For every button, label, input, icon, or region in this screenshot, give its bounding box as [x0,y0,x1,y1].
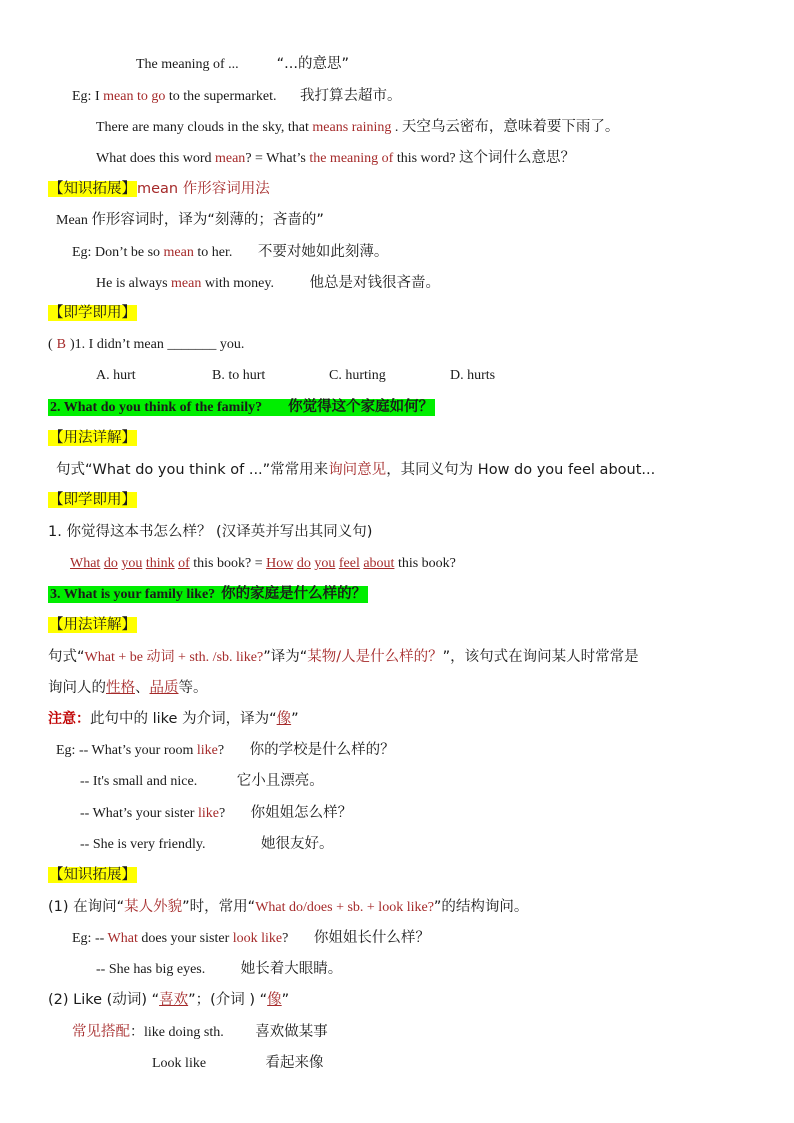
blank-10: about [363,556,395,571]
phrase-zh: “...的意思” [276,56,349,72]
text: -- She has big eyes. [96,962,206,977]
text: ” [281,992,290,1008]
text: (2) Like (动词) “ [48,992,160,1008]
collocation-look-like [152,1053,324,1074]
blank-9: feel [338,556,360,571]
text: to the supermarket. [168,89,277,104]
example-dont-be-mean [72,242,388,263]
text: ，其同义句为 How do you feel about... [386,462,656,478]
highlight-text: What [107,931,138,946]
highlight-text: What + be 动词 + sth. /sb. like? [84,650,264,665]
eg-label: Eg: [72,245,92,260]
translation: 作形容词时，译为“刻薄的；吝啬的” [91,212,324,228]
heading-zh: 你的家庭是什么样的？ [221,586,367,602]
example-small-nice [80,771,324,792]
blank-6: How [266,556,294,571]
translation: 他总是对钱很吝啬。 [309,275,440,291]
text: ：like doing sth. [130,1025,224,1040]
example-means-raining [96,117,619,138]
text: ”的结构询问。 [433,899,529,915]
text: 句式“What do you think of ...”常常用来 [56,462,329,478]
text: -- It's small and nice. [80,774,198,789]
text: does your sister [141,931,230,946]
section-knowledge-extension-1 [48,179,270,200]
text: (1) 在询问“ [48,899,125,915]
highlight-text: like [197,806,219,821]
text: with money. [204,276,274,291]
text: -- What’s your sister [80,806,195,821]
heading-zh: 你觉得这个家庭如何？ [288,399,434,415]
example-what-does-word-mean [96,148,575,169]
translation: 看起来像 [265,1055,324,1071]
highlight-text: 品质 [149,680,179,696]
highlight-text: 询问意见 [328,462,387,478]
collocation-label: 常见搭配 [72,1024,130,1040]
option-a: A. hurt [96,368,136,383]
heading-en: 2. What do you think of the family? [50,400,263,415]
translation: 你的学校是什么样的？ [249,742,395,758]
extension-point-2 [48,990,289,1011]
eg-label: Eg: [56,743,76,758]
extension-point-1 [48,897,528,918]
highlight-text: 某物/人是什么样的？ [307,649,443,665]
section-tag: 【知识拓展】 [49,867,136,883]
example-look-like [72,928,430,949]
blank-3: you [121,556,143,571]
eg-label: Eg: [72,931,92,946]
text: this word? [396,151,456,166]
highlight-text: mean [171,276,202,291]
example-big-eyes [96,959,342,980]
highlight-text: means raining [312,120,392,135]
translation: 天空乌云密布，意味着要下雨了。 [401,119,620,135]
translation: 她长着大眼睛。 [240,961,343,977]
highlight-text: 某人外貌 [124,899,183,915]
text: 询问人的 [48,680,106,696]
usage-explanation-2-cont [48,678,208,699]
eg-label: Eg: [72,89,92,104]
text: ”；(介词 ) “ [188,992,268,1008]
highlight-text: mean [214,151,246,166]
text: ”时，常用“ [182,899,256,915]
question-text: )1. I didn’t mean _______ you. [70,337,245,352]
text: ( [48,337,53,352]
text: -- She is very friendly. [80,837,206,852]
text: 句式“ [48,649,85,665]
translation: 这个词什么意思？ [459,150,576,166]
highlight-text: 性格 [106,680,135,696]
highlight-text: the meaning of [309,151,394,166]
text: this book? [397,556,456,571]
text: 此句中的 like 为介词，译为“ [90,711,277,727]
highlight-text: look like [232,931,283,946]
option-b: B. to hurt [212,368,266,383]
heading-highlight [48,586,368,603]
highlight-text: What do/does + sb. + look like? [255,900,434,915]
section-tag: 【即学即用】 [49,492,136,508]
translation: 你姐姐长什么样？ [313,930,430,946]
blank-8: you [314,556,336,571]
blank-7: do [296,556,311,571]
example-mean-with-money [96,273,440,294]
section-tag: 【即学即用】 [49,305,136,321]
heading-en: 3. What is your family like? [50,587,216,602]
text: this book? = [193,556,263,571]
text: Look like [152,1056,207,1071]
fill-in-answer [70,554,456,574]
section-knowledge-extension-2 [48,865,137,886]
example-sister-like [80,803,352,824]
section-tag: 【用法详解】 [49,430,136,446]
example-room-like [56,740,395,761]
blank-4: think [145,556,175,571]
text: ”译为“ [263,649,308,665]
section-practice-2 [48,490,137,511]
text: . [394,120,399,135]
text: Don’t be so [94,245,161,260]
text: What does this word [96,151,212,166]
section-usage-1 [48,428,137,449]
text: -- What’s your room [78,743,194,758]
heading-3 [48,584,368,605]
text: I [94,89,100,104]
text: ? = What’s [245,151,306,166]
option-c: C. hurting [329,368,386,383]
text: ? [282,931,289,946]
blank-2: do [103,556,118,571]
section-usage-2 [48,615,137,636]
text: 等。 [178,680,208,696]
usage-explanation-2 [48,647,639,668]
text: ? [217,743,225,758]
highlight-text: 像 [276,711,292,727]
text: ? [218,806,226,821]
mean-adjective-definition [56,210,324,231]
translation: 喜欢做某事 [255,1024,328,1040]
note-label: 注意： [48,711,90,727]
blank-5: of [178,556,190,571]
section-practice-1 [48,303,137,324]
text: ” [291,711,299,727]
translation: 不要对她如此刻薄。 [257,244,389,260]
question-text: 1. 你觉得这本书怎么样？ (汉译英并写出其同义句) [48,524,373,540]
text: ”，该句式在询问某人时常常是 [442,649,639,665]
question-1 [48,335,244,355]
highlight-text: like [196,743,218,758]
heading-2 [48,397,435,418]
text: There are many clouds in the sky, that [96,120,309,135]
common-collocation [72,1022,328,1043]
example-mean-to-go [72,86,402,107]
text: -- [94,931,105,946]
section-subtitle: mean 作形容词用法 [137,181,270,197]
highlight-text: 喜欢 [159,992,189,1008]
answer: B [56,337,67,352]
text: He is always [96,276,168,291]
text: to her. [197,245,233,260]
blank-1: What [70,556,101,571]
translation: 你姐姐怎么样？ [250,805,353,821]
heading-highlight [48,399,435,416]
line-meaning-of [136,54,349,75]
highlight-text: mean to go [103,89,166,104]
text: Mean [56,213,88,228]
section-tag: 【知识拓展】 [49,181,136,197]
section-tag: 【用法详解】 [49,617,136,633]
example-very-friendly [80,834,333,855]
note-like-preposition [48,709,299,730]
text: 、 [135,680,150,696]
highlight-text: 像 [267,992,282,1008]
highlight-text: mean [163,245,194,260]
translation: 它小且漂亮。 [236,773,324,789]
option-d: D. hurts [450,368,496,383]
phrase-en: The meaning of ... [136,57,239,72]
practice-question [48,522,372,543]
translation: 我打算去超市。 [300,88,402,104]
translation: 她很友好。 [260,836,334,852]
usage-explanation-1 [56,460,655,481]
